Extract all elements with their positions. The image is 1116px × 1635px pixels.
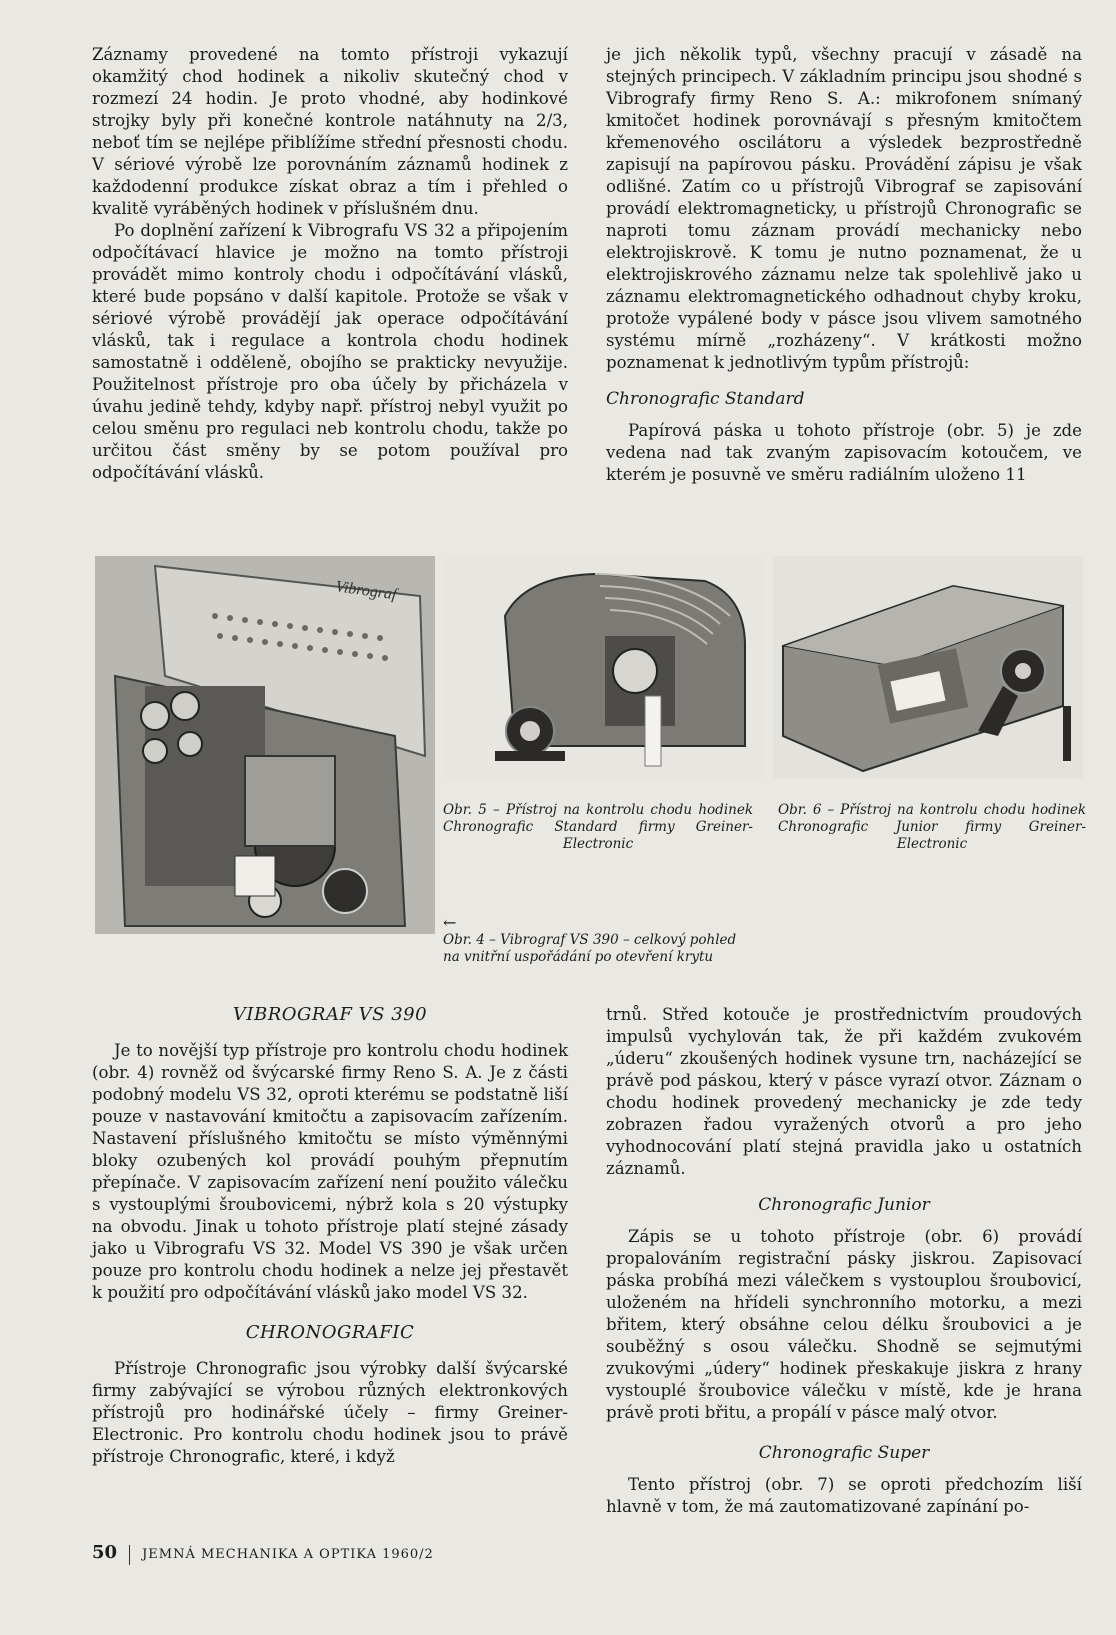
column-bottom-right [606,1004,1082,1518]
paragraph: Přístroje Chronografic jsou výrobky další švýcarské firmy zabývající se výrobou různých elektronkových přístrojů pro hodinářské účely – firmy Greiner-Electronic. Pro kontrolu chodu hodinek jsou to právě přístroje Chronografic, které, i když [92,1359,568,1466]
section-heading: Chronografic Junior [758,1195,930,1215]
paragraph: Tento přístroj (obr. 7) se oproti předchozím liší hlavně v tom, že má zautomatizované zapínání po- [606,1475,1082,1516]
caption-text: Obr. 4 – Vibrograf VS 390 – celkový pohled na vnitřní uspořádání po otevření krytu [443,932,737,965]
caption-text: Obr. 6 – Přístroj na kontrolu chodu hodinek Chronografic Junior firmy Greiner-Electronic [778,802,1086,852]
section-heading: CHRONOGRAFIC [245,1322,415,1343]
divider [129,1545,130,1565]
section-heading: VIBROGRAF VS 390 [232,1004,428,1025]
paragraph: trnů. Střed kotouče je prostřednictvím proudových impulsů vychylován tak, že při každém zvukovém „úderu“ zkoušených hodinek vysune trn, nacházející se právě pod páskou, který v pásce vyrazí otvor. Záznam o chodu hodinek provedený mechanicky je zde tedy zobrazen řadou vyražených otvorů a pro jeho vyhodnocování platí stejná pravidla jako u ostatních záznamů. [606,1005,1082,1178]
figure-6-photo [773,556,1083,778]
paragraph: Papírová páska u tohoto přístroje (obr. 5) je zde vedena nad tak zvaným zapisovacím kotoučem, ve kterém je posuvně ve směru radiálním uloženo 11 [606,421,1082,484]
paragraph: Záznamy provedené na tomto přístroji vykazují okamžitý chod hodinek a nikoliv skutečný chod v rozmezí 24 hodin. Je proto vhodné, aby hodinkové strojky byly při konečné kontrole natáhnuty na 2/3, neboť tím se nejlépe přiblížíme střední přesnosti chodu. V sériové výrobě lze porovnáním záznamů hodinek z každodenní produkce získat obraz a tím i přehled o kvalitě vyráběných hodinek v příslušném dnu. [92,45,568,218]
page-number: 50 [92,1542,118,1563]
figure-4-arrow [443,914,456,931]
column-top-right [606,44,1082,486]
figure-4-photo [95,556,435,934]
paragraph: Po doplnění zařízení k Vibrografu VS 32 a připojením odpočítávací hlavice je možno na tomto přístroji provádět mimo kontroly chodu i odpočítávání vlásků, které bude popsáno v další kapitole. Protože se však v sériové výrobě provádějí jak operace odpočítávání vlásků, tak i regulace a kontrola chodu hodinek samostatně i odděleně, obojího se prakticky nevyužije. Použitelnost přístroje pro oba účely by přicházela v úvahu jedině tehdy, kdyby např. přístroj nebyl využit po celou směnu pro regulaci neb kontrolu chodu, takže po určitou část směny by se potom používal pro odpočítávání vlásků. [92,221,568,482]
figure-4-caption [443,932,753,966]
vibrograf-vs390-image [95,556,435,934]
figure-6-caption [778,802,1086,853]
paragraph: Je to novější typ přístroje pro kontrolu chodu hodinek (obr. 4) rovněž od švýcarské firmy Reno S. A. Je z části podobný modelu VS 32, oproti kterému se podstatně liší pouze v nastavování kmitočtu a zapisovacím zařízením. Nastavení příslušného kmitočtu se místo výměnnými bloky ozubených kol provádí pouhým přepnutím přepínače. V zapisovacím zařízení není použito válečku s vystouplými šroubovicemi, nýbrž kola s 20 výstupky na obvodu. Jinak u tohoto přístroje platí stejné zásady jako u Vibrografu VS 32. Model VS 390 je však určen pouze pro kontrolu chodu hodinek a nelze jej přestavět k použití pro odpočítávání vlásků jako model VS 32. [92,1041,568,1302]
journal-title: JEMNÁ MECHANIKA A OPTIKA 1960/2 [142,1547,434,1562]
paragraph: Zápis se u tohoto přístroje (obr. 6) provádí propalováním registrační pásky jiskrou. Zapisovací páska probíhá mezi válečkem s vystouplou šroubovicí, uloženém na hřídeli synchronního motorku, a mezi břitem, který obsáhne celou délku šroubovici a je souběžný s osou válečku. Shodně se sejmutými zvukovými „údery“ hodinek přeskakuje jiskra z hrany vystouplé šroubovice válečku v místě, kde je hrana právě proti břitu, a propálí v pásce malý otvor. [606,1227,1082,1422]
section-heading: Chronografic Standard [606,389,805,409]
chronografic-standard-image [445,556,763,778]
section-heading: Chronografic Super [758,1443,930,1463]
arrow-left-icon: ← [443,913,457,932]
paragraph: je jich několik typů, všechny pracují v zásadě na stejných principech. V základním principu jsou shodné s Vibrografy firmy Reno S. A.: mikrofonem snímaný kmitočet hodinek porovnávají s přesným kmitočtem křemenového oscilátoru a výsledek bezprostředně zapisují na papírovou pásku. Provádění zápisu je však odlišné. Zatím co u přístrojů Vibrograf se zapisování provádí elektromagneticky, u přístrojů Chronografic se naproti tomu záznam provádí mechanicky nebo elektrojiskrově. K tomu je nutno poznamenat, že u elektrojiskrového záznamu nelze tak spolehlivě jako u záznamu elektromagnetického odhadnout chyby kroku, protože vypálené body v pásce jsou vlivem samotného systému mírně „rozházeny“. V krátkosti možno poznamenat k jednotlivým typům přístrojů: [606,45,1082,372]
page-footer [92,1542,434,1565]
chronografic-junior-image [773,556,1083,778]
column-top-left [92,44,568,484]
column-bottom-left [92,1004,568,1468]
caption-text: Obr. 5 – Přístroj na kontrolu chodu hodinek Chronografic Standard firmy Greiner-Electronic [443,802,753,852]
figure-5-photo [445,556,763,778]
figure-5-caption [443,802,753,853]
vibrograf-logo: Vibrograf [334,578,398,604]
